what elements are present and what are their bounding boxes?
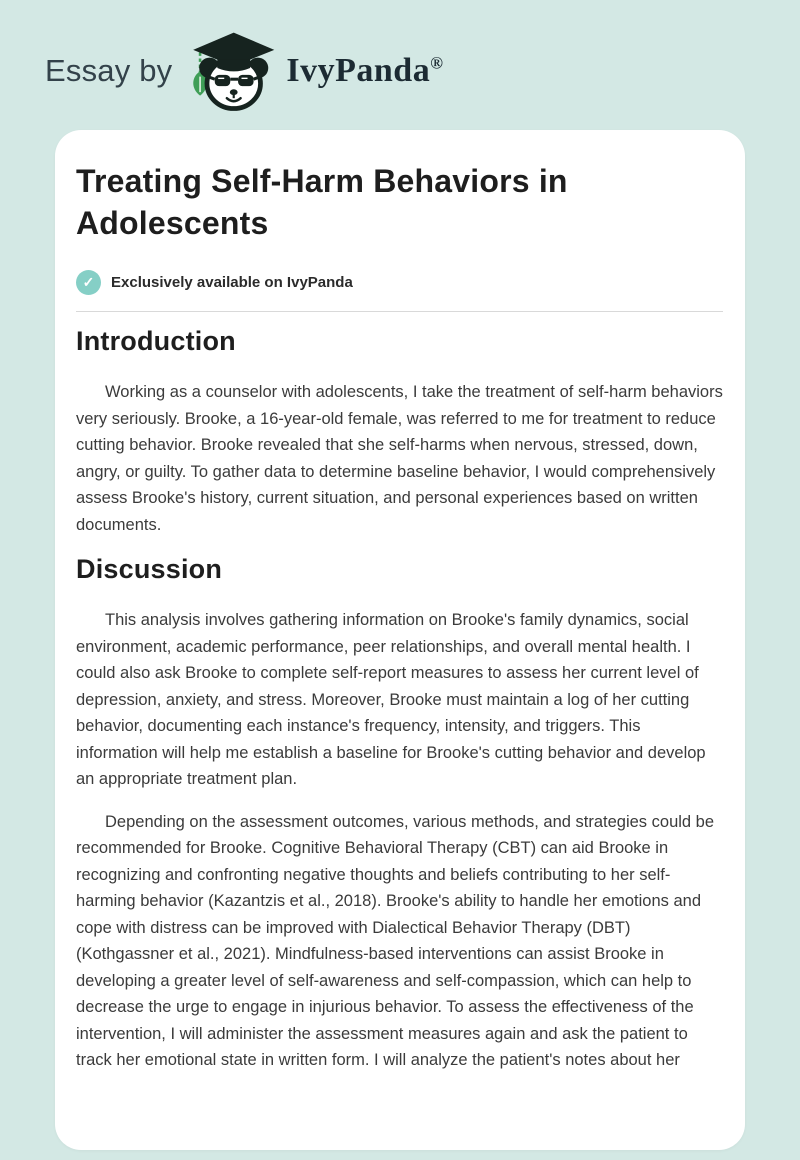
discussion-paragraph-1: This analysis involves gathering information on Brooke's family dynamics, social environment, academic performance, peer relationships, and overall mental health. I could also ask Brooke to complete self-report measures to assess her current level of depression, anxiety, and stress. Moreover, Brooke must maintain a log of her cutting behavior, documenting each instance's frequency, intensity, and triggers. This information will help me establish a baseline for Brooke's cutting behavior and develop an appropriate treatment plan. (76, 611, 706, 788)
brand-name (286, 52, 443, 90)
ivypanda-logo-icon (188, 30, 276, 112)
introduction-paragraph: Working as a counselor with adolescents, I take the treatment of self-harm behaviors very seriously. Brooke, a 16-year-old female, was referred to me for treatment to reduce cutting behavior. Brooke revealed that she self-harms when nervous, stressed, down, angry, or guilty. To gather data to determine baseline behavior, I would comprehensively assess Brooke's history, current situation, and personal experiences based on written documents. (76, 383, 723, 534)
discussion-paragraph-2: Depending on the assessment outcomes, various methods, and strategies could be recommended for Brooke. Cognitive Behavioral Therapy (CBT) can aid Brooke in recognizing and confronting negative thoughts and beliefs contributing to her self-harming behavior (Kazantzis et al., 2018). Brooke's ability to handle her emotions and cope with distress can be improved with Dialectical Behavior Therapy (DBT) (Kothgassner et al., 2021). Mindfulness-based interventions can assist Brooke in developing a greater level of self-awareness and self-compassion, which can help to decrease the urge to engage in injurious behavior. To assess the effectiveness of the intervention, I will administer the assessment measures again and ask the patient to track her emotional state in written form. I will analyze the patient's notes about her (76, 812, 715, 1069)
exclusive-badge-label: Exclusively available on IvyPanda (111, 274, 353, 291)
trademark-symbol: ® (430, 53, 444, 73)
page-header (0, 0, 800, 110)
brand-text: IvyPanda (286, 52, 431, 89)
essay-by-label: Essay by (45, 53, 173, 88)
exclusive-badge (76, 270, 723, 295)
section-heading-discussion: Discussion (76, 554, 223, 584)
check-icon: ✓ (76, 270, 101, 295)
essay-title: Treating Self-Harm Behaviors in Adolescents (76, 163, 568, 241)
divider (76, 311, 723, 312)
section-heading-introduction: Introduction (76, 326, 236, 356)
essay-card (55, 130, 745, 1150)
